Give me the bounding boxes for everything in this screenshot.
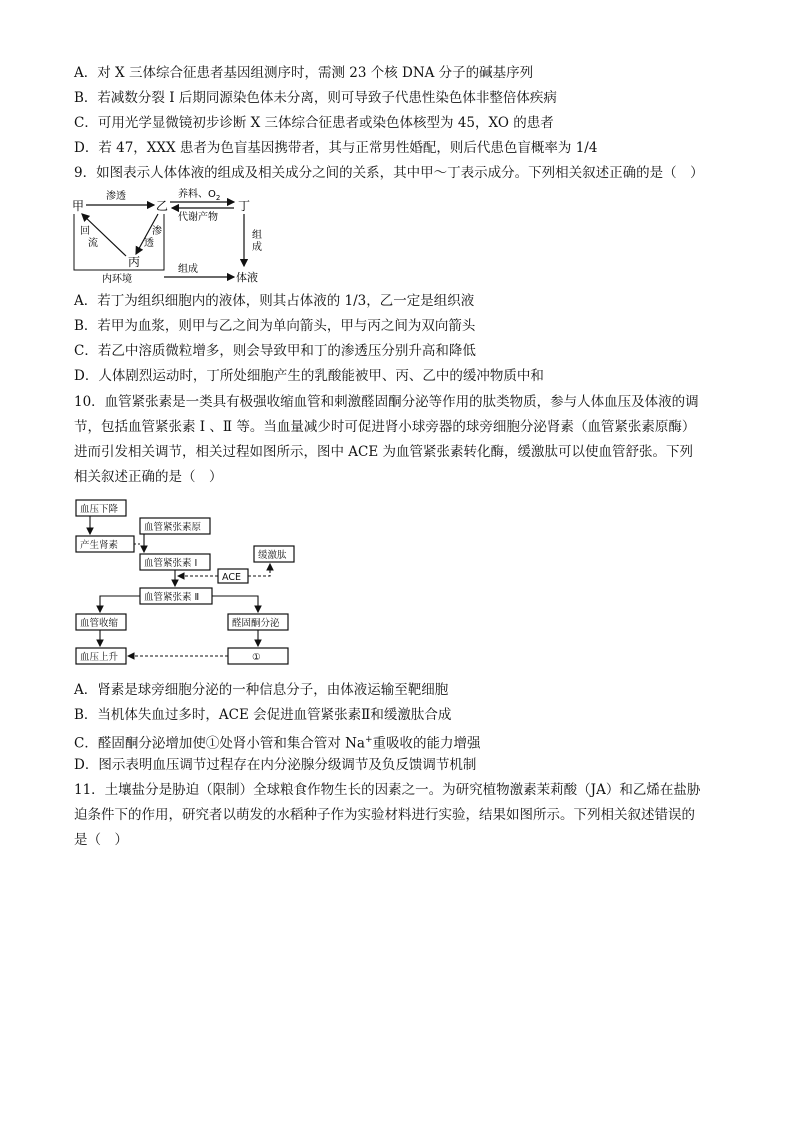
q9-stem: 9．如图表示人体体液的组成及相关成分之间的关系，其中甲～丁表示成分。下列相关叙述正确的是（ ） bbox=[74, 165, 704, 181]
q10-option-c-sup: + bbox=[364, 735, 373, 745]
q9-option-d: D．人体剧烈运动时，丁所处细胞产生的乳酸能被甲、丙、乙中的缓冲物质中和 bbox=[74, 368, 544, 384]
box-yuan-label: 血管紧张素原 bbox=[144, 522, 202, 533]
label-daixie: 代谢产物 bbox=[178, 212, 218, 223]
q8-option-c: C．可用光学显微镜初步诊断 X 三体综合征患者或染色体核型为 45，XO 的患者 bbox=[74, 115, 554, 131]
label-neihuanjing: 内环境 bbox=[102, 274, 132, 285]
node-tiye: 体液 bbox=[236, 271, 258, 284]
label-zucheng-v1: 组 bbox=[252, 230, 262, 241]
label-yangliao bbox=[178, 187, 220, 202]
q9-option-a: A．若丁为组织细胞内的液体，则其占体液的 1/3，乙一定是组织液 bbox=[74, 293, 475, 309]
q9-option-b: B．若甲为血浆，则甲与乙之间为单向箭头，甲与丙之间为双向箭头 bbox=[74, 318, 476, 334]
box-ace-label: ACE bbox=[222, 572, 241, 583]
q10-stem-line-4: 相关叙述正确的是（ ） bbox=[74, 469, 223, 485]
node-jia: 甲 bbox=[72, 199, 85, 213]
box-shousuo-label: 血管收缩 bbox=[80, 618, 119, 629]
box-circle1-label: ① bbox=[252, 652, 261, 663]
q10-stem-line-1: 10．血管紧张素是一类具有极强收缩血管和刺激醛固酮分泌等作用的肽类物质，参与人体血压及体液的调 bbox=[74, 394, 699, 410]
q8-option-a: A．对 X 三体综合征患者基因组测序时，需测 23 个核 DNA 分子的碱基序列 bbox=[74, 65, 534, 81]
box-zhang2-label: 血管紧张素 Ⅱ bbox=[144, 592, 200, 603]
box-zhang1-label: 血管紧张素 Ⅰ bbox=[144, 558, 198, 569]
q10-option-c-post: 重吸收的能力增强 bbox=[372, 735, 481, 752]
label-shentou-top: 渗透 bbox=[106, 191, 126, 202]
arrow-zhang2-quangutong bbox=[212, 596, 258, 612]
q10-option-c bbox=[74, 730, 734, 754]
box-quangutong-label: 醛固酮分泌 bbox=[232, 618, 280, 629]
label-o2-sub: 2 bbox=[215, 194, 221, 202]
label-shentou-r2: 透 bbox=[144, 238, 154, 249]
label-huiliu-1: 回 bbox=[80, 226, 90, 237]
node-bing: 丙 bbox=[128, 255, 141, 269]
q9-body-fluid-diagram bbox=[70, 186, 300, 286]
label-zucheng-bottom: 组成 bbox=[178, 264, 198, 275]
label-zucheng-v2: 成 bbox=[252, 242, 262, 253]
q11-stem-line-1: 11．土壤盐分是胁迫（限制）全球粮食作物生长的因素之一。为研究植物激素茉莉酸（JA）和乙烯在盐胁 bbox=[74, 782, 701, 798]
label-huiliu-2: 流 bbox=[88, 238, 98, 249]
box-shangsheng-label: 血压上升 bbox=[80, 652, 119, 663]
q11-stem-line-2: 迫条件下的作用，研究者以萌发的水稻种子作为实验材料进行实验，结果如图所示。下列相关叙述错误的 bbox=[74, 807, 695, 823]
q10-option-b: B．当机体失血过多时，ACE 会促进血管紧张素Ⅱ和缓激肽合成 bbox=[74, 707, 452, 723]
q10-option-d: D．图示表明血压调节过程存在内分泌腺分级调节及负反馈调节机制 bbox=[74, 757, 477, 773]
q10-blood-pressure-diagram bbox=[70, 494, 310, 670]
q10-stem-line-3: 进而引发相关调节，相关过程如图所示，图中 ACE 为血管紧张素转化酶，缓激肽可以使血管舒张。下列 bbox=[74, 444, 694, 460]
node-yi: 乙 bbox=[156, 199, 169, 213]
arrow-zhang2-shousuo bbox=[100, 596, 140, 612]
q10-option-c-pre: C．醛固酮分泌增加使①处肾小管和集合管对 Na bbox=[74, 735, 365, 752]
box-shensu-label: 产生肾素 bbox=[80, 540, 119, 551]
box-huanjitai-label: 缓激肽 bbox=[258, 550, 287, 561]
node-ding: 丁 bbox=[238, 199, 251, 213]
q11-stem-line-3: 是（ ） bbox=[74, 832, 128, 848]
q9-option-c: C．若乙中溶质微粒增多，则会导致甲和丁的渗透压分别升高和降低 bbox=[74, 343, 476, 359]
label-yangliao-text: 养料、O bbox=[178, 189, 216, 200]
q10-stem-line-2: 节，包括血管紧张素 Ⅰ 、Ⅱ 等。当血量减少时可促进肾小球旁器的球旁细胞分泌肾素（血管紧张素原酶） bbox=[74, 419, 696, 435]
q10-option-a: A．肾素是球旁细胞分泌的一种信息分子，由体液运输至靶细胞 bbox=[74, 682, 449, 698]
box-xueyaxiajiang-label: 血压下降 bbox=[80, 504, 119, 515]
q8-option-b: B．若减数分裂 I 后期同源染色体未分离，则可导致子代患性染色体非整倍体疾病 bbox=[74, 90, 557, 106]
label-shentou-r1: 渗 bbox=[152, 226, 162, 237]
q8-option-d: D．若 47，XXX 患者为色盲基因携带者，其与正常男性婚配，则后代患色盲概率为 1/4 bbox=[74, 140, 598, 156]
arrow-ace-huanjitai bbox=[248, 564, 270, 576]
